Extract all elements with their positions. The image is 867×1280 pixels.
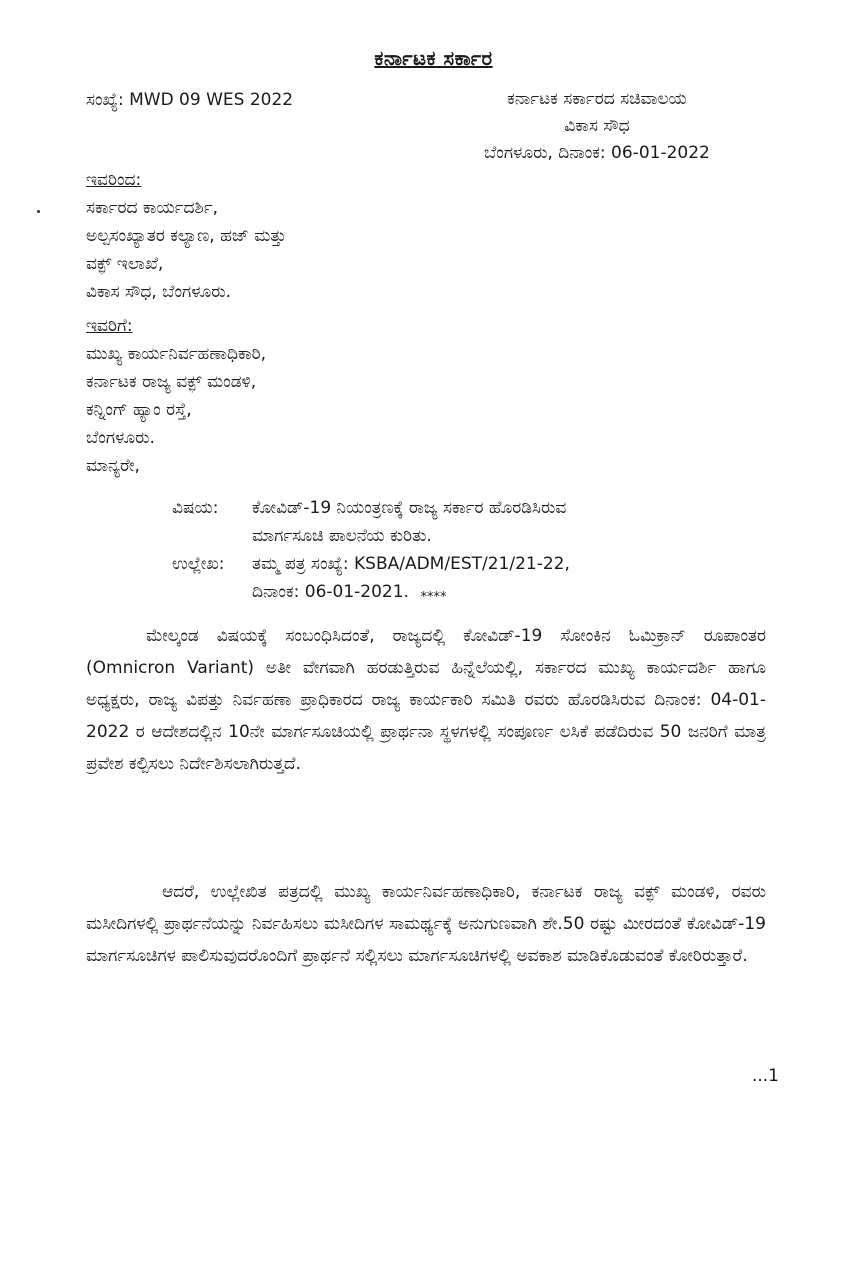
to-label: ಇವರಿಗೆ: — [86, 316, 133, 336]
to-block — [86, 312, 266, 452]
scan-speck — [37, 210, 40, 213]
from-line: ಅಲ್ಪಸಂಖ್ಯಾತರ ಕಲ್ಯಾಣ, ಹಜ್ ಮತ್ತು — [86, 226, 287, 246]
to-line: ಕರ್ನಾಟಕ ರಾಜ್ಯ ವಕ್ಫ್ ಮಂಡಳಿ, — [86, 372, 257, 392]
body-paragraph-1: ಮೇಲ್ಕಂಡ ವಿಷಯಕ್ಕೆ ಸಂಬಂಧಿಸಿದಂತೆ, ರಾಜ್ಯದಲ್ಲಿ ಕೋವಿಡ್-19 ಸೋಂಕಿನ ಓಮಿಕ್ರಾನ್ ರೂಪಾಂತರ (Omnicron Variant) ಅತೀ ವೇಗವಾಗಿ ಹರಡುತ್ತಿರುವ ಹಿನ್ನೆಲೆಯಲ್ಲಿ, ಸರ್ಕಾರದ ಮುಖ್ಯ ಕಾರ್ಯದರ್ಶಿ ಹಾಗೂ ಅಧ್ಯಕ್ಷರು, ರಾಜ್ಯ ವಿಪತ್ತು ನಿರ್ವಹಣಾ ಪ್ರಾಧಿಕಾರದ ರಾಜ್ಯ ಕಾರ್ಯಕಾರಿ ಸಮಿತಿ ರವರು ಹೊರಡಿಸಿರುವ ದಿನಾಂಕ: 04-01-2022 ರ ಆದೇಶದಲ್ಲಿನ 10ನೇ ಮಾರ್ಗಸೂಚಿಯಲ್ಲಿ ಪ್ರಾರ್ಥನಾ ಸ್ಥಳಗಳಲ್ಲಿ ಸಂಪೂರ್ಣ ಲಸಿಕೆ ಪಡೆದಿರುವ 50 ಜನರಿಗೆ ಮಾತ್ರ ಪ್ರವೇಶ ಕಲ್ಪಿಸಲು ನಿರ್ದೇಶಿಸಲಾಗಿರುತ್ತದೆ. — [86, 626, 766, 774]
separator: **** — [420, 590, 447, 605]
document-title: ಕರ್ನಾಟಕ ಸರ್ಕಾರ — [374, 46, 493, 70]
from-label: ಇವರಿಂದ: — [86, 170, 142, 190]
office-date: ಬೆಂಗಳೂರು, ದಿನಾಂಕ: 06-01-2022 — [484, 143, 710, 163]
subject-label: ವಿಷಯ: — [172, 498, 219, 518]
from-line: ವಿಕಾಸ ಸೌಧ, ಬೆಂಗಳೂರು. — [86, 282, 232, 302]
reference-line: ತಮ್ಮ ಪತ್ರ ಸಂಖ್ಯೆ: KSBA/ADM/EST/21/21-22, — [252, 554, 570, 574]
office-line: ಕರ್ನಾಟಕ ಸರ್ಕಾರದ ಸಚಿವಾಲಯ — [507, 89, 687, 109]
reference-number: ಸಂಖ್ಯೆ: MWD 09 WES 2022 — [86, 90, 294, 110]
salutation: ಮಾನ್ಯರೇ, — [86, 456, 140, 476]
to-line: ಮುಖ್ಯ ಕಾರ್ಯನಿರ್ವಹಣಾಧಿಕಾರಿ, — [86, 344, 267, 364]
to-line: ಬೆಂಗಳೂರು. — [86, 428, 155, 448]
from-line: ವಕ್ಫ್ ಇಲಾಖೆ, — [86, 254, 164, 274]
reference-line: ದಿನಾಂಕ: 06-01-2021. — [252, 582, 409, 602]
page-number: ...1 — [751, 1066, 779, 1086]
from-block — [86, 166, 286, 306]
subject-line: ಕೋವಿಡ್-19 ನಿಯಂತ್ರಣಕ್ಕೆ ರಾಜ್ಯ ಸರ್ಕಾರ ಹೊರಡಿಸಿರುವ — [252, 498, 567, 518]
from-line: ಸರ್ಕಾರದ ಕಾರ್ಯದರ್ಶಿ, — [86, 198, 219, 218]
reference-label: ಉಲ್ಲೇಖ: — [172, 554, 225, 574]
subject-line: ಮಾರ್ಗಸೂಚಿ ಪಾಲನೆಯ ಕುರಿತು. — [252, 526, 432, 546]
sender-office — [484, 86, 710, 167]
office-line: ವಿಕಾಸ ಸೌಧ — [564, 116, 630, 136]
to-line: ಕನ್ನಿಂಗ್ ಹ್ಯಾಂ ರಸ್ತೆ, — [86, 400, 192, 420]
body-paragraph-2: ಆದರೆ, ಉಲ್ಲೇಖಿತ ಪತ್ರದಲ್ಲಿ ಮುಖ್ಯ ಕಾರ್ಯನಿರ್ವಹಣಾಧಿಕಾರಿ, ಕರ್ನಾಟಕ ರಾಜ್ಯ ವಕ್ಫ್ ಮಂಡಳಿ, ರವರು ಮಸೀದಿಗಳಲ್ಲಿ ಪ್ರಾರ್ಥನೆಯನ್ನು ನಿರ್ವಹಿಸಲು ಮಸೀದಿಗಳ ಸಾಮರ್ಥ್ಯಕ್ಕೆ ಅನುಗುಣವಾಗಿ ಶೇ.50 ರಷ್ಟು ಮೀರದಂತೆ ಕೋವಿಡ್-19 ಮಾರ್ಗಸೂಚಿಗಳ ಪಾಲಿಸುವುದರೊಂದಿಗೆ ಪ್ರಾರ್ಥನೆ ಸಲ್ಲಿಸಲು ಮಾರ್ಗಸೂಚಿಗಳಲ್ಲಿ ಅವಕಾಶ ಮಾಡಿಕೊಡುವಂತೆ ಕೋರಿರುತ್ತಾರೆ. — [86, 882, 766, 966]
